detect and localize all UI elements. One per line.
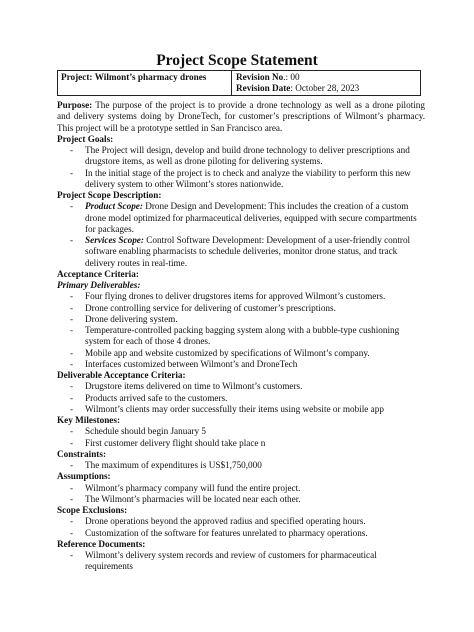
list-item-text: Interfaces customized between Wilmont’s and DroneTech [85, 358, 298, 369]
scope-description-heading: Project Scope Description: [57, 190, 162, 200]
acceptance-criteria-heading: Acceptance Criteria: [57, 268, 139, 279]
list-item: - Services Scope: Control Software Development: Development of a user-friendly control software enabling pharmacists to schedule deliveries, monitor drone status, and track delivery routes in real-time. [70, 235, 411, 268]
primary-deliverables-heading: Primary Deliverables: [57, 280, 141, 290]
product-scope-label: Product Scope: [85, 201, 143, 212]
list-item: - Temperature-controlled packing bagging system along with a bubble-type cushioning system for each of those 4 drones. [70, 325, 400, 347]
list-item-text: The Wilmont’s pharmacies will be located near each other. [85, 493, 301, 504]
constraints-list [57, 460, 425, 471]
list-item-text: In the initial stage of the project is to check and analyze the viability to perform this new delivery system to other Wilmont’s stores nationwide. [85, 167, 411, 189]
project-value: Wilmont’s pharmacy drones [94, 72, 207, 82]
list-item: - Schedule should begin January 5 [70, 426, 206, 437]
list-item: - Product Scope: Drone Design and Development: This includes the creation of a custom drone model optimized for pharmaceutical deliveries, equipped with secure compartments for packages. [70, 201, 417, 234]
list-item: - In the initial stage of the project is to check and analyze the viability to perform this new delivery system to other Wilmont’s stores nationwide. [70, 167, 411, 189]
document-title: Project Scope Statement [156, 52, 318, 69]
revision-no-value: .: 00 [283, 72, 300, 82]
revision-no-label: Revision No [236, 72, 284, 82]
purpose-text: The purpose of the project is to provide a drone technology as well as a drone piloting and delivery systems doing by DroneTech, for customer’s prescriptions of Wilmont’s pharmacy. This project will be a prototype settled in San Francisco area. [57, 100, 425, 133]
deliverable-acceptance-list [57, 381, 425, 415]
list-item: - The maximum of expenditures is US$1,750,000 [70, 460, 262, 470]
list-item-text: First customer delivery flight should take place n [85, 437, 266, 448]
list-item-text: Schedule should begin January 5 [85, 426, 206, 437]
list-item: - Four flying drones to deliver drugstores items for approved Wilmont’s customers. [70, 291, 386, 302]
services-scope-text: Control Software Development: Development of a user-friendly control software enabling pharmacists to schedule deliveries, monitor drone status, and track delivery routes in real-time. [85, 235, 411, 268]
project-cell [58, 71, 232, 95]
list-item: - First customer delivery flight should take place n [70, 437, 266, 448]
list-item: - Interfaces customized between Wilmont’s and DroneTech [70, 358, 298, 369]
reference-documents-heading: Reference Documents: [57, 538, 146, 549]
list-item-text: The Project will design, develop and build drone technology to deliver prescriptions and drugstore items, as well as drone piloting for delivering systems. [85, 145, 410, 167]
revision-date-label: Revision Date [236, 83, 291, 93]
list-item: - Wilmont’s delivery system records and review of customers for pharmaceutical requirements [70, 550, 377, 572]
list-item-text: Wilmont’s pharmacy company will fund the entire project. [85, 482, 301, 493]
assumptions-heading: Assumptions: [57, 471, 111, 482]
primary-deliverables-list [57, 291, 425, 370]
purpose-label: Purpose: [57, 100, 93, 110]
list-item-text: Temperature-controlled packing bagging system along with a bubble-type cushioning system for each of those 4 drones. [85, 325, 400, 347]
list-item: - Drugstore items delivered on time to Wilmont’s customers. [70, 381, 303, 392]
list-item-text: Drone delivering system. [85, 313, 178, 324]
list-item-text: The maximum of expenditures is US$1,750,000 [85, 460, 262, 470]
assumptions-list [57, 483, 425, 506]
services-scope-label: Services Scope: [85, 235, 144, 245]
scope-description-list [57, 201, 425, 269]
list-item: - The Wilmont’s pharmacies will be located near each other. [70, 493, 301, 504]
list-item-text: Wilmont’s clients may order successfully their items using website or mobile app [85, 403, 384, 414]
list-item-text: Customization of the software for features unrelated to pharmacy operations. [85, 527, 368, 538]
list-item: - Wilmont’s clients may order successfully their items using website or mobile app [70, 403, 384, 414]
scope-exclusions-heading: Scope Exclusions: [57, 505, 128, 515]
list-item: - Mobile app and website customized by specifications of Wilmont’s company. [70, 347, 370, 358]
list-item-text: Drone operations beyond the approved radius and specified operating hours. [85, 516, 366, 527]
list-item: - Drone controlling service for delivering of customer’s prescriptions. [70, 302, 336, 313]
revision-cell [236, 72, 416, 94]
revision-date-value: : October 28, 2023 [290, 83, 360, 93]
product-scope-text: Drone Design and Development: This includes the creation of a custom drone model optimized for pharmaceutical deliveries, equipped with secure compartments for packages. [85, 201, 417, 234]
key-milestones-list [57, 426, 425, 449]
revision-no-row [236, 72, 416, 83]
list-item-text: Products arrived safe to the customers. [85, 392, 228, 403]
key-milestones-heading: Key Milestones: [57, 415, 121, 425]
project-goals-heading: Project Goals: [57, 133, 114, 144]
project-label: Project: [61, 72, 93, 82]
list-item: - Wilmont’s pharmacy company will fund the entire project. [70, 482, 301, 493]
list-item: - Customization of the software for features unrelated to pharmacy operations. [70, 527, 368, 538]
reference-documents-list [57, 550, 425, 573]
list-item: - The Project will design, develop and build drone technology to deliver prescriptions and drugstore items, as well as drone piloting for delivering systems. [70, 145, 410, 167]
list-item: - Products arrived safe to the customers. [70, 392, 228, 403]
document-body [57, 100, 425, 573]
constraints-heading: Constraints: [57, 448, 107, 459]
list-item: - Drone operations beyond the approved radius and specified operating hours. [70, 516, 366, 527]
list-item-text: Drone controlling service for delivering of customer’s prescriptions. [85, 302, 336, 313]
list-item-text: Drugstore items delivered on time to Wilmont’s customers. [85, 381, 303, 392]
list-item-text: Mobile app and website customized by specifications of Wilmont’s company. [85, 347, 370, 358]
scope-exclusions-list [57, 516, 425, 539]
list-item-text: Wilmont’s delivery system records and review of customers for pharmaceutical requirements [85, 550, 377, 572]
header-table [57, 70, 421, 96]
revision-date-row [236, 83, 416, 94]
purpose-paragraph [57, 100, 425, 134]
list-item: - Drone delivering system. [70, 313, 178, 324]
list-item-text: Four flying drones to deliver drugstores items for approved Wilmont’s customers. [85, 291, 386, 302]
project-goals-list [57, 145, 425, 190]
deliverable-acceptance-heading: Deliverable Acceptance Criteria: [57, 370, 186, 380]
